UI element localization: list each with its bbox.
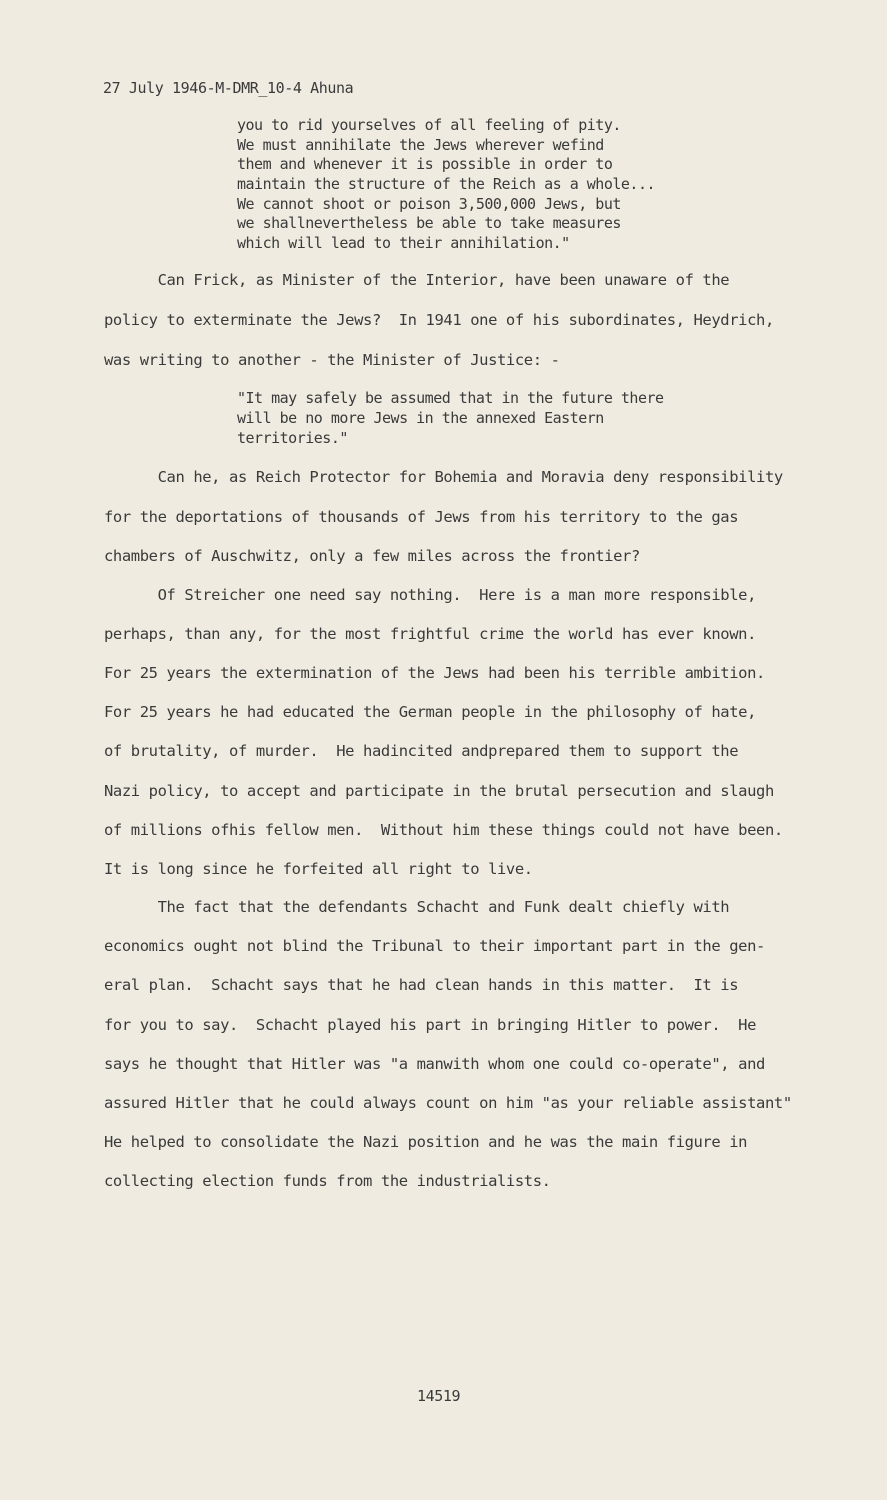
- page-number: 14519: [417, 1387, 461, 1405]
- paragraph-line: of brutality, of murder. He hadincited andprepared them to support the: [104, 742, 739, 760]
- paragraph-line: He helped to consolidate the Nazi position and he was the main figure in: [104, 1133, 748, 1151]
- quote2-line: "It may safely be assumed that in the future there: [237, 389, 664, 407]
- document-header: 27 July 1946-M-DMR_10-4 Ahuna: [103, 79, 354, 97]
- paragraph-line: It is long since he forfeited all right to live.: [104, 860, 533, 878]
- paragraph-line: says he thought that Hitler was "a manwith whom one could co-operate", and: [104, 1055, 765, 1073]
- paragraph-line: economics ought not blind the Tribunal to their important part in the gen-: [104, 937, 765, 955]
- quote1-line: which will lead to their annihilation.": [237, 234, 570, 252]
- paragraph-line: collecting election funds from the industrialists.: [104, 1172, 551, 1190]
- quote2-line: will be no more Jews in the annexed Eastern: [237, 409, 604, 427]
- quote1-line: them and whenever it is possible in order to: [237, 155, 613, 173]
- paragraph-line: The fact that the defendants Schacht and Funk dealt chiefly with: [104, 898, 730, 916]
- quote2-line: territories.": [237, 429, 348, 447]
- paragraph-line: Of Streicher one need say nothing. Here is a man more responsible,: [104, 586, 757, 604]
- paragraph-line: policy to exterminate the Jews? In 1941 one of his subordinates, Heydrich,: [104, 311, 774, 329]
- quote1-line: maintain the structure of the Reich as a whole...: [237, 175, 656, 193]
- quote1-line: we shallnevertheless be able to take measures: [237, 214, 621, 232]
- paragraph-line: for you to say. Schacht played his part in bringing Hitler to power. He: [104, 1016, 757, 1034]
- paragraph-line: perhaps, than any, for the most frightful crime the world has ever known.: [104, 625, 757, 643]
- paragraph-line: of millions ofhis fellow men. Without him these things could not have been.: [104, 821, 783, 839]
- paragraph-line: chambers of Auschwitz, only a few miles across the frontier?: [104, 547, 640, 565]
- quote1-line: you to rid yourselves of all feeling of pity.: [237, 116, 621, 134]
- paragraph-line: Can Frick, as Minister of the Interior, have been unaware of the: [104, 271, 730, 289]
- paragraph-line: was writing to another - the Minister of Justice: -: [104, 351, 560, 369]
- paragraph-line: For 25 years he had educated the German people in the philosophy of hate,: [104, 703, 757, 721]
- paragraph-line: for the deportations of thousands of Jews from his territory to the gas: [104, 508, 739, 526]
- paragraph-line: assured Hitler that he could always count on him "as your reliable assistant": [104, 1094, 792, 1112]
- quote1-line: We cannot shoot or poison 3,500,000 Jews, but: [237, 195, 621, 213]
- paragraph-line: Can he, as Reich Protector for Bohemia and Moravia deny responsibility: [104, 468, 783, 486]
- quote1-line: We must annihilate the Jews wherever wefind: [237, 136, 604, 154]
- paragraph-line: eral plan. Schacht says that he had clean hands in this matter. It is: [104, 976, 739, 994]
- paragraph-line: For 25 years the extermination of the Jews had been his terrible ambition.: [104, 664, 765, 682]
- paragraph-line: Nazi policy, to accept and participate in the brutal persecution and slaugh: [104, 782, 774, 800]
